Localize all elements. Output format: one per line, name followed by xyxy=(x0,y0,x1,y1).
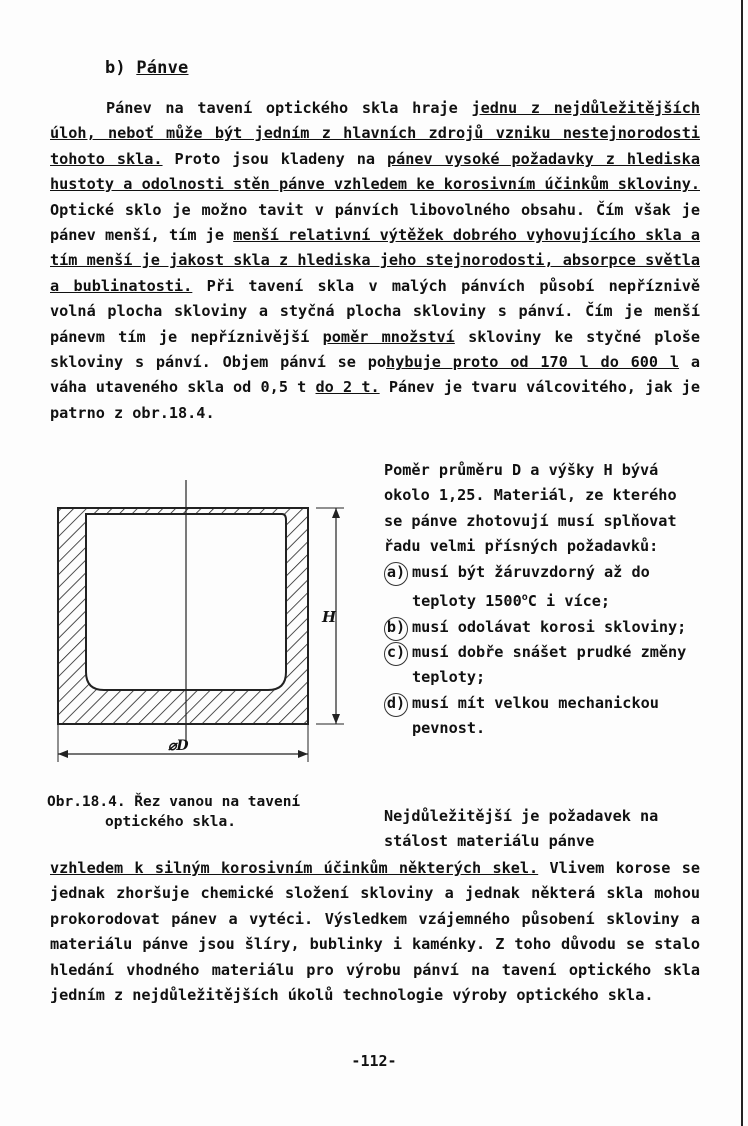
crucible-figure xyxy=(46,472,376,772)
paragraph-1-segment: Proto jsou kladeny na xyxy=(162,149,387,168)
paragraph-2 xyxy=(50,856,700,1008)
height-label: H xyxy=(322,608,337,626)
crucible-wall xyxy=(58,508,308,724)
paragraph-1-segment: Při tavení skla v malých pánvích působí nepříznivě volná plocha skloviny a styčná plocha skloviny s pánví. Čím je menší pánevm tím je nepříznivější xyxy=(50,276,701,346)
requirement-item xyxy=(384,691,694,742)
caption-line-1: Obr.18.4. Řez vanou na tavení xyxy=(47,794,301,810)
paragraph-1-segment: Pánev je tvaru válcovitého, jak je patrno z obr.18.4. xyxy=(50,378,701,422)
paragraph-1-segment: Optické sklo je možno tavit v pánvích libovolného obsahu. Čím však je pánev menší, tím je xyxy=(50,200,700,245)
requirement-item xyxy=(384,615,694,640)
caption-line-2: optického skla. xyxy=(105,814,236,830)
requirement-text: musí mít velkou mechanickou pevnost. xyxy=(412,693,659,738)
requirement-marker: c) xyxy=(384,640,408,665)
requirement-item xyxy=(384,640,694,691)
requirement-marker: d) xyxy=(384,691,408,716)
requirement-text-after: C i více; xyxy=(527,592,611,611)
paragraph-1 xyxy=(50,96,700,426)
requirement-text: musí být žáruvzdorný až do teploty 1500 xyxy=(412,562,650,611)
page-number: -112- xyxy=(351,1052,397,1070)
requirements-tail: Nejdůležitější je požadavek na stálost materiálu pánve xyxy=(384,807,659,851)
paragraph-1-segment: Pánev na tavení optického skla hraje xyxy=(106,99,472,117)
requirement-text: musí dobře snášet prudké změny teploty; xyxy=(412,642,687,687)
heading-title: Pánve xyxy=(136,58,189,78)
crucible-cross-section xyxy=(46,472,376,772)
paragraph-1-segment: hybuje proto od 170 l do 600 l xyxy=(386,353,680,372)
requirement-item xyxy=(384,560,694,615)
requirement-text: musí odolávat korosi skloviny; xyxy=(412,617,687,636)
paragraph-1-segment: jednu z nejdůležitějších úloh, neboť může být jedním z hlavních zdrojů vzniku nestejnorodosti tohoto skla. xyxy=(50,99,700,168)
requirements-column xyxy=(384,458,694,742)
figure-caption xyxy=(47,792,377,832)
paragraph-1-segment: do 2 t. xyxy=(315,378,380,397)
diameter-label: ⌀D xyxy=(168,738,189,754)
paragraph-1-segment: poměr množství xyxy=(322,327,455,346)
section-heading xyxy=(105,58,189,78)
requirement-marker: a) xyxy=(384,560,408,585)
degree-superscript: o xyxy=(521,592,528,604)
paragraph-1-segment: pánev vysoké požadavky z hlediska hustoty a odolnosti stěn pánve vzhledem ke korosivním účinkům skloviny. xyxy=(50,149,700,194)
paragraph-1-segment: a váha utaveného skla od 0,5 t xyxy=(50,353,701,397)
requirement-marker: b) xyxy=(384,615,408,640)
paragraph-1-segment: menší relativní výtěžek dobrého vyhovujícího skla a tím menší je jakost skla z hlediska jeho stejnorodosti, absorpce světla a bublinatosti. xyxy=(50,226,701,295)
paragraph-2-segment: vzhledem k silným korosivním účinkům některých skel. xyxy=(50,859,539,877)
paragraph-1-segment: skloviny ke styčné ploše skloviny s pánví. Objem pánví se po xyxy=(50,327,701,372)
paragraph-2-segment: Vlivem korose se jednak zhoršuje chemické složení skloviny a jednak některá skla mohou prokorodovat pánev a vytéci. Výsledkem vzájemného působení skloviny a materiálu pánve jsou šlíry, bublinky i kaménky. Z toho důvodu se stalo hledání vhodného materiálu pro výrobu pánví na tavení optického skla jedním z nejdůležitějších úkolů technologie výroby optického skla. xyxy=(50,859,700,1005)
requirements-list xyxy=(384,560,694,742)
heading-prefix: b) xyxy=(105,58,137,78)
page-edge-line xyxy=(741,0,743,1126)
requirements-intro: Poměr průměru D a výšky H bývá okolo 1,25. Materiál, ze kterého se pánve zhotovují musí splňovat řadu velmi přísných požadavků: xyxy=(384,461,677,556)
